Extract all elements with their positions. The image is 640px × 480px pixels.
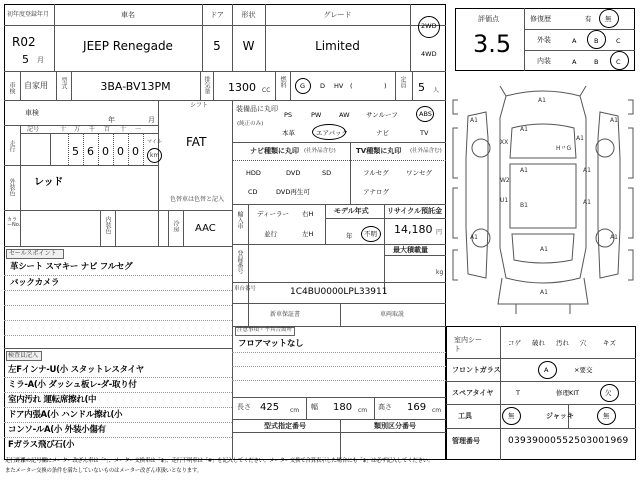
eq-ps: PS (284, 111, 293, 119)
width-label: 幅 (311, 403, 318, 411)
grade: Limited (315, 39, 360, 53)
dmg-mark-9: A1 (583, 199, 591, 206)
reg-no-label: 登録番号 (236, 250, 243, 274)
inspection-year: 年 (108, 116, 115, 124)
mile-unit-2: 万 (74, 126, 81, 133)
mile-digit-4: 0 (132, 145, 139, 158)
car-damage-diagram (446, 78, 640, 322)
notes-label: 注意事項・不具合箇所 (237, 327, 293, 333)
type-label: 型式指定番号 (264, 422, 306, 430)
mile-unit-3: 千 (89, 126, 96, 133)
capacity: 5 (418, 81, 425, 94)
inspector-note-3: ドア内張A(小 ハンドル擦れ(小 (8, 410, 123, 420)
score-label: 評価点 (478, 15, 499, 23)
repair-no: 無 (605, 15, 612, 23)
mileage-label: 走行 (8, 140, 15, 152)
color-label: 外装色 (8, 178, 15, 196)
length-value: 425 (260, 402, 280, 413)
ac-value: AAC (195, 223, 216, 234)
grade-label: グレード (323, 11, 352, 19)
inspector-note-2: 室内汚れ 運転席擦れ(中 (8, 395, 97, 405)
shift: FAT (186, 135, 207, 149)
first-reg-label: 初年度登録年月 (7, 11, 50, 18)
navi-label: ナビ種類に丸印 (250, 147, 299, 155)
footer-line2: またメーター交換の条件を満たしていないものはメーター改ざん車扱いとなります。 (5, 468, 202, 474)
interior-color-label: 内装色 (104, 216, 111, 234)
dmg-mark-2: XX (500, 139, 509, 146)
car-name: JEEP Renegade (83, 39, 173, 53)
eq-pw: PW (311, 111, 322, 119)
max-load-label: 最大積載量 (393, 246, 428, 254)
dmg-glass: H〃G (556, 145, 572, 152)
chassis-value: 1C4BU0000LPL33911 (290, 287, 388, 297)
length-unit: cm (290, 407, 300, 414)
dmg-mark-12: A1 (470, 117, 478, 124)
eq-aw: AW (339, 111, 350, 119)
fuel-d: D (320, 82, 326, 90)
model: 3BA-BV13PM (100, 80, 171, 93)
capacity-label: 定員 (399, 76, 406, 88)
color-note: 色替車は色替と記入 (170, 196, 225, 203)
score: 3.5 (473, 30, 512, 58)
tv-full: フルセグ (363, 169, 389, 177)
tv-sub: (社外品含む) (410, 148, 442, 154)
dmg-mark-4: W2 (500, 177, 510, 184)
dmg-mark-7: B1 (520, 202, 528, 209)
sales-point-0: 革シート スマキー ナビ フルセグ (10, 262, 133, 272)
model-year-unknown: 不明 (364, 230, 377, 238)
inspector-note-4: コンソ-ルA(小 外装小傷有 (8, 425, 106, 435)
navi-hdd: HDD (246, 169, 261, 177)
sales-points-label: セールスポイント (9, 250, 57, 257)
dmg-mark-15: A1 (610, 234, 618, 241)
mile-unit-mile: マイル (147, 139, 162, 145)
navi-cd: CD (248, 188, 258, 196)
shape-label: 形状 (241, 11, 256, 19)
equipment-sub: (純正のみ) (237, 121, 264, 127)
fuel-label: 燃料 (279, 76, 286, 88)
fuel-open: ( (350, 82, 353, 90)
displacement: 1300 (228, 81, 256, 94)
inspection-label: 車検 (25, 109, 39, 117)
tools-value: 無 (508, 412, 515, 420)
dmg-mark-14: A1 (610, 117, 618, 124)
inspector-note-0: 左Fインナ-U(小 スタットレスタイヤ (8, 365, 144, 375)
navi-sub: (社外品含む) (304, 148, 336, 154)
exterior-b: B (594, 37, 599, 45)
seat-opt-1: 破れ (532, 339, 545, 347)
interior-a: A (572, 58, 577, 66)
exterior-c: C (616, 37, 621, 45)
spare-label: スペアタイヤ (452, 389, 494, 397)
model-year-label: モデル年式 (334, 207, 369, 215)
eq-sunroof: サンルーフ (366, 111, 398, 119)
eq-navi: ナビ (376, 129, 389, 137)
fuel-g: G (300, 82, 306, 90)
tv-analog: アナログ (363, 188, 389, 196)
eq-airbag: エアバック (316, 129, 348, 137)
car-name-label: 車名 (121, 11, 135, 19)
interior-c: C (616, 58, 621, 66)
class-label: 類別区分番号 (374, 422, 416, 430)
dmg-mark-0: A1 (538, 97, 546, 104)
length-label: 長さ (237, 403, 251, 411)
height-unit: cm (432, 407, 442, 414)
height-value: 169 (407, 402, 427, 413)
mile-digit-3: 0 (117, 145, 124, 158)
jack-value: 無 (603, 412, 610, 420)
exterior-a: A (572, 37, 577, 45)
footer-line1: 走行距離の記号欄にメーター改ざん車は「*」、メーター交換車は「$」、走行不明車は「#」を記入してください。メーター交換で合算表示した場合にも「$」は必ず記入してください。 (5, 458, 434, 464)
glass-a: A (544, 366, 549, 374)
dmg-mark-3: A1 (576, 135, 584, 142)
glass-label: フロントガラス (452, 366, 501, 374)
first-reg-month: 5 (22, 53, 29, 66)
seat-opt-4: キズ (603, 339, 616, 347)
capacity-unit: 人 (433, 87, 440, 94)
mile-unit-4: 百 (104, 126, 111, 133)
tv-one: ワンセグ (406, 169, 432, 177)
first-reg-month-unit: 月 (37, 56, 44, 64)
tv-label: TV種類に丸印 (356, 147, 402, 155)
spare-t: T (516, 389, 520, 397)
mile-unit-km: km (150, 152, 160, 159)
color: レッド (34, 177, 63, 188)
mile-unit-5: 十 (120, 126, 127, 133)
import-right: 右H (302, 210, 314, 218)
ac-label: 冷房 (172, 220, 179, 232)
mgmt-label: 管理番号 (452, 437, 480, 445)
recycle-label: リサイクル預託金 (387, 207, 443, 215)
mile-unit-0: 記号 (27, 126, 40, 133)
notes-text: フロアマットなし (238, 339, 304, 349)
spare-kit: 修理KIT (556, 389, 580, 397)
jack-label: ジャッキ (546, 412, 574, 420)
mile-digit-0: 5 (72, 145, 79, 158)
door-label: ドア (210, 11, 224, 19)
seat-opt-3: 穴 (580, 339, 587, 347)
mgmt-value: 03939000552503001969 (508, 436, 629, 446)
model-label: 型式 (60, 77, 67, 89)
import-label: 輸入車 (236, 211, 243, 229)
first-reg-year: R02 (12, 35, 36, 49)
spare-missing: 欠 (605, 389, 612, 397)
width-unit: cm (358, 407, 368, 414)
import-left: 左H (302, 230, 314, 238)
fuel-hv: HV (334, 82, 344, 90)
warranty-label: 新車保証書 (270, 311, 301, 318)
doors: 5 (213, 39, 221, 53)
manual-label: 車両取説 (380, 311, 405, 318)
repair-yes: 有 (585, 15, 592, 23)
mile-digit-1: 6 (87, 145, 94, 158)
mile-unit-1: 十 (60, 126, 67, 133)
width-value: 180 (333, 402, 353, 413)
height-label: 高さ (378, 403, 392, 411)
dmg-mark-6: A1 (520, 167, 528, 174)
vehicle-no-label: 車検 (8, 82, 15, 94)
exterior-label: 外装 (537, 36, 551, 44)
glass-exchange: ×要交 (574, 366, 593, 374)
inspector-note-1: ミラ-A(小 ダッシュ板レ-ダ-取り付 (8, 380, 137, 390)
dmg-mark-1: A1 (520, 126, 528, 133)
dmg-mark-5: U1 (500, 197, 509, 204)
mile-unit-6: 一 (135, 126, 142, 133)
eq-abs: ABS (419, 110, 432, 118)
seat-opt-2: 汚れ (556, 339, 569, 347)
equipment-label: 装備品に丸印 (236, 105, 278, 113)
drive-2wd: 2WD (421, 22, 437, 30)
interior-label: 内装 (537, 57, 551, 65)
dmg-mark-10: A1 (540, 246, 548, 253)
navi-dvd: DVD (286, 169, 301, 177)
dmg-mark-8: A1 (583, 167, 591, 174)
import-parallel: 並行 (264, 230, 277, 238)
import-dealer: ディーラー (257, 210, 289, 218)
color-no-label: カラーNo. (7, 217, 21, 228)
shift-label: シフト (190, 102, 209, 109)
mile-digit-2: 0 (102, 145, 109, 158)
seat-label: 室内シート (454, 336, 482, 354)
dmg-mark-11: A1 (540, 289, 548, 296)
drive-4wd: 4WD (421, 50, 437, 58)
navi-sd: SD (322, 169, 332, 177)
max-load-kg: kg (436, 269, 444, 276)
sales-point-1: バックカメラ (10, 278, 60, 288)
eq-leather: 本革 (282, 129, 295, 137)
shape: W (242, 39, 255, 53)
dmg-mark-13: A1 (470, 234, 478, 241)
recycle-yen: 円 (436, 229, 443, 236)
navi-dvd-play: DVD再生可 (276, 188, 310, 196)
recycle-value: 14,180 (394, 223, 433, 236)
seat-opt-0: コゲ (508, 339, 521, 347)
chassis-label: 車台番号 (234, 286, 257, 292)
inspector-label: 検査員記入 (8, 352, 39, 359)
fuel-close: ) (384, 82, 387, 90)
inspector-note-5: Fガラス飛び石(小 (8, 440, 75, 450)
interior-b: B (594, 58, 599, 66)
cc-unit: CC (262, 87, 271, 94)
displacement-label: 排気量 (203, 76, 210, 94)
tools-label: 工具 (458, 412, 472, 420)
inspection-month: 月 (148, 116, 155, 124)
repair-label: 修復歴 (530, 15, 551, 23)
model-year-unit: 年 (346, 232, 353, 240)
private-use: 自家用 (24, 81, 48, 90)
eq-tv: TV (420, 129, 429, 137)
